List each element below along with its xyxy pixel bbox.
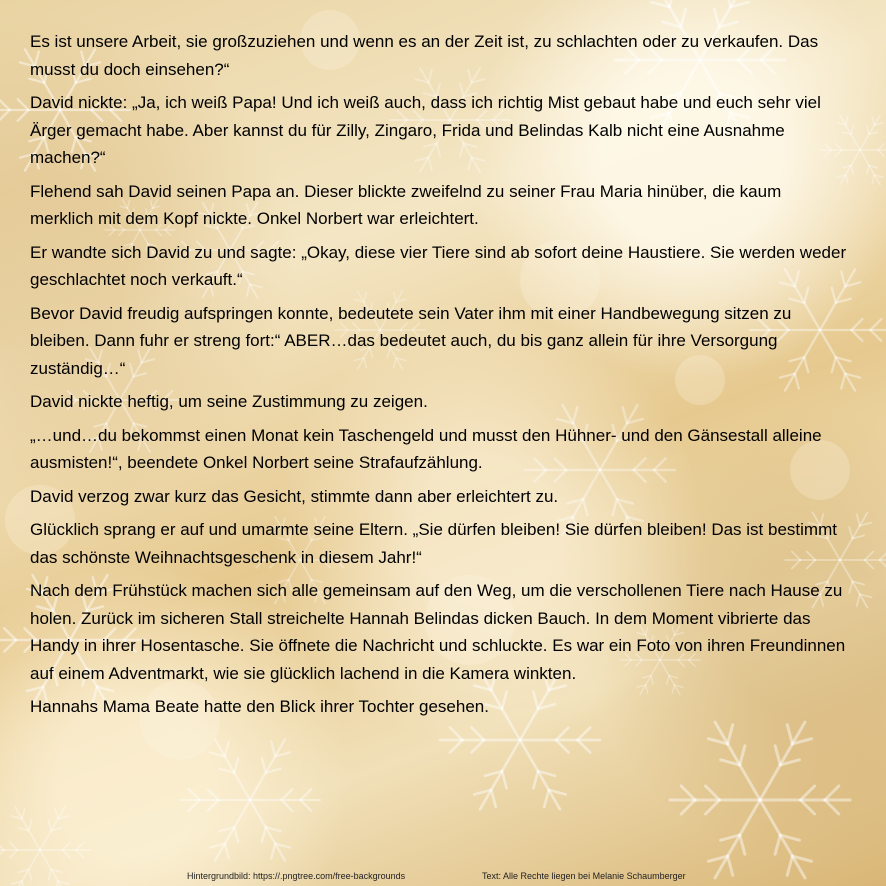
text-credit: Text: Alle Rechte liegen bei Melanie Schaumberger [482,871,686,881]
snowflake-icon [180,739,320,860]
paragraph: Glücklich sprang er auf und umarmte seine Eltern. „Sie dürfen bleiben! Sie dürfen bleiben! Das ist bestimmt das schönste Weihnachtsgeschenk in diesem Jahr!“ [30,520,837,567]
story-text [30,28,848,727]
paragraph: Hannahs Mama Beate hatte den Blick ihrer Tochter gesehen. [30,697,489,716]
paragraph: Flehend sah David seinen Papa an. Dieser blickte zweifelnd zu seiner Frau Maria hinüber, die kaum merklich mit dem Kopf nickte. Onkel Norbert war erleichtert. [30,181,782,228]
paragraph: David nickte heftig, um seine Zustimmung zu zeigen. [30,392,428,411]
background-credit: Hintergrundbild: https://.pngtree.com/free-backgrounds [187,871,406,881]
paragraph: Es ist unsere Arbeit, sie großzuziehen und wenn es an der Zeit ist, zu schlachten oder zu verkaufen. Das musst du doch einsehen?“ [30,32,819,79]
paragraph: David nickte: „Ja, ich weiß Papa! Und ich weiß auch, dass ich richtig Mist gebaut habe und euch sehr viel Ärger gemacht habe. Aber kannst du für Zilly, Zingaro, Frida und Belindas Kalb nicht eine Ausnahme machen?“ [30,93,821,167]
paragraph: Er wandte sich David zu und sagte: „Okay, diese vier Tiere sind ab sofort deine Haustiere. Sie werden weder geschlachtet noch verkauft.“ [30,242,847,289]
snowflake-icon [670,722,850,878]
paragraph: Bevor David freudig aufspringen konnte, bedeutete sein Vater ihm mit einer Handbewegung sitzen zu bleiben. Dann fuhr er streng fort:“ ABER…das bedeutet auch, du bis ganz allein für ihre Versorgung zuständig…“ [30,303,792,378]
snowflake-icon [0,807,90,886]
paragraph: David verzog zwar kurz das Gesicht, stimmte dann aber erleichtert zu. [30,486,559,506]
paragraph: Nach dem Frühstück machen sich alle gemeinsam auf den Weg, um die verschollenen Tiere nach Hause zu holen. Zurück im sicheren Stall streichelte Hannah Belindas dicken Bauch. In dem Moment vibrierte das Handy in ihrer Hosentasche. Sie öffnete die Nachricht und schluckte. Es war ein Foto von ihren Freundinnen auf einem Adventmarkt, wie sie glücklich lachend in die Kamera winkten. [30,581,846,683]
paragraph: „…und…du bekommst einen Monat kein Taschengeld und musst den Hühner- und den Gänsestall alleine ausmisten!“, beendete Onkel Norbert seine Strafaufzählung. [30,425,822,472]
